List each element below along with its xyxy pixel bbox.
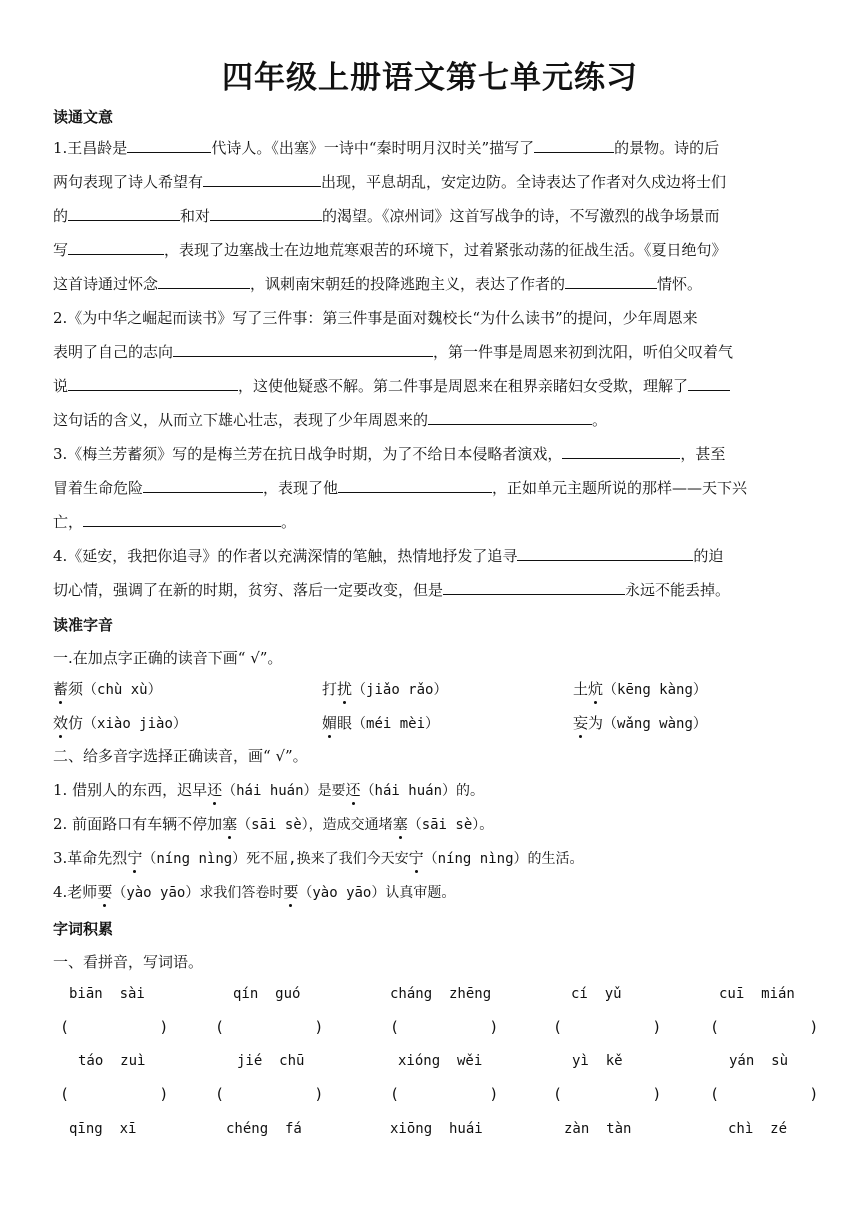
- paragraph-3-line-2: 冒着生命危险 ，表现了他 ，正如单元主题所说的那样——天下兴: [53, 479, 748, 497]
- paragraph-1-line-5: 这首诗通过怀念 ，讽刺南宋朝廷的投降逃跑主义，表达了作者的 情怀。: [53, 275, 703, 293]
- fill-blank[interactable]: [428, 410, 592, 425]
- paragraph-2-line-3: 说 ，这使他疑惑不解。第二件事是周恩来在租界亲睹妇女受欺，理解了: [53, 376, 730, 396]
- paragraph-1-line-3: 的 和对 的渴望。《凉州词》这首写战争的诗，不写激烈的战争场景而: [53, 207, 720, 225]
- fill-blank[interactable]: [534, 138, 614, 153]
- paragraph-4-line-2: 切心情，强调了在新的时期，贫穷、落后一定要改变，但是 永远不能丢掉。: [53, 581, 731, 599]
- paragraph-1-line-2: 两句表现了诗人希望有 出现，平息胡乱，安定边防。全诗表达了作者对久戍边将士们: [53, 173, 727, 191]
- fill-blank[interactable]: [83, 512, 281, 527]
- fill-blank[interactable]: [338, 478, 492, 493]
- pinyin-prompt: jié chū: [237, 1053, 305, 1069]
- pinyin-prompt: xiōng huái: [390, 1121, 483, 1137]
- paragraph-3-line-3: 亡， 。: [53, 513, 297, 531]
- polyphonic-sentence-2[interactable]: 2. 前面路口有车辆不停加塞（sāi sè），造成交通堵塞（sāi sè）。: [53, 815, 494, 833]
- answer-parentheses[interactable]: ( ): [390, 1018, 499, 1036]
- section-heading-reading: 读通文意: [53, 108, 114, 126]
- pinyin-choice-item[interactable]: 效仿（xiào jiào）: [53, 714, 187, 732]
- paragraph-4-line-1: 4.《延安，我把你追寻》的作者以充满深情的笔触，热情地抒发了追寻 的迫: [53, 547, 724, 565]
- fill-blank[interactable]: [68, 206, 180, 221]
- answer-parentheses[interactable]: ( ): [215, 1085, 324, 1103]
- paragraph-2-line-4: 这句话的含义，从而立下雄心壮志，表现了少年周恩来的 。: [53, 411, 608, 429]
- fill-blank[interactable]: [565, 274, 657, 289]
- fill-blank[interactable]: [143, 478, 263, 493]
- pinyin-prompt: cí yǔ: [571, 986, 622, 1002]
- fill-blank[interactable]: [688, 376, 730, 391]
- fill-blank[interactable]: [203, 172, 321, 187]
- polyphonic-sentence-1[interactable]: 1. 借别人的东西，迟早还（hái huán）是要还（hái huán）的。: [53, 781, 484, 799]
- pinyin-prompt: qīng xī: [69, 1121, 137, 1137]
- pinyin-prompt: xióng wěi: [398, 1053, 483, 1069]
- fill-blank[interactable]: [68, 376, 238, 391]
- fill-blank[interactable]: [562, 444, 680, 459]
- answer-parentheses[interactable]: ( ): [710, 1085, 819, 1103]
- fill-blank[interactable]: [517, 546, 693, 561]
- fill-blank[interactable]: [127, 138, 211, 153]
- question-dot-pronunciation: 一.在加点字正确的读音下画“ √”。: [53, 649, 283, 667]
- pinyin-prompt: táo zuì: [78, 1053, 146, 1069]
- pinyin-prompt: cháng zhēng: [390, 986, 492, 1002]
- question-pinyin-to-words: 一、看拼音，写词语。: [53, 953, 204, 971]
- pinyin-choice-item[interactable]: 妄为（wǎng wàng）: [573, 714, 707, 732]
- paragraph-2-line-2: 表明了自己的志向 ，第一件事是周恩来初到沈阳，听伯父叹着气: [53, 343, 734, 361]
- pinyin-choice-item[interactable]: 打扰（jiǎo rǎo）: [322, 680, 448, 698]
- paragraph-1-line-4: 写 ，表现了边塞战士在边地荒寒艰苦的环境下，过着紧张动荡的征战生活。《夏日绝句》: [53, 241, 727, 259]
- fill-blank[interactable]: [173, 342, 433, 357]
- answer-parentheses[interactable]: ( ): [60, 1018, 169, 1036]
- section-heading-pronunciation: 读准字音: [53, 616, 114, 634]
- polyphonic-sentence-3[interactable]: 3.革命先烈宁（níng nìng）死不屈,换来了我们今天安宁（níng nìng）的生活。: [53, 849, 584, 867]
- pinyin-choice-item[interactable]: 土炕（kēng kàng）: [573, 680, 707, 698]
- answer-parentheses[interactable]: ( ): [553, 1018, 662, 1036]
- polyphonic-sentence-4[interactable]: 4.老师要（yào yāo）求我们答卷时要（yào yāo）认真审题。: [53, 883, 456, 901]
- pinyin-choice-item[interactable]: 媚眼（méi mèi）: [322, 714, 440, 732]
- pinyin-prompt: yì kě: [572, 1053, 623, 1069]
- paragraph-2-line-1: 2.《为中华之崛起而读书》写了三件事：第三件事是面对魏校长“为什么读书”的提问，少年周恩来: [53, 309, 698, 327]
- fill-blank[interactable]: [158, 274, 250, 289]
- question-polyphonic: 二、给多音字选择正确读音，画“ √”。: [53, 747, 308, 765]
- pinyin-prompt: chéng fá: [226, 1121, 302, 1137]
- pinyin-prompt: biān sài: [69, 986, 145, 1002]
- section-heading-vocabulary: 字词积累: [53, 920, 114, 938]
- fill-blank[interactable]: [443, 580, 625, 595]
- answer-parentheses[interactable]: ( ): [553, 1085, 662, 1103]
- fill-blank[interactable]: [210, 206, 322, 221]
- pinyin-prompt: qín guó: [233, 986, 301, 1002]
- paragraph-1-line-1: 1.王昌龄是 代诗人。《出塞》一诗中“秦时明月汉时关”描写了 的景物。诗的后: [53, 139, 720, 157]
- answer-parentheses[interactable]: ( ): [215, 1018, 324, 1036]
- pinyin-prompt: yán sù: [729, 1053, 789, 1069]
- pinyin-prompt: zàn tàn: [564, 1121, 632, 1137]
- answer-parentheses[interactable]: ( ): [390, 1085, 499, 1103]
- paragraph-3-line-1: 3.《梅兰芳蓄须》写的是梅兰芳在抗日战争时期，为了不给日本侵略者演戏， ，甚至: [53, 445, 726, 463]
- fill-blank[interactable]: [68, 240, 164, 255]
- pinyin-prompt: cuī mián: [719, 986, 795, 1002]
- page-title: 四年级上册语文第七单元练习: [222, 60, 638, 96]
- answer-parentheses[interactable]: ( ): [710, 1018, 819, 1036]
- pinyin-choice-item[interactable]: 蓄须（chù xù）: [53, 680, 162, 698]
- pinyin-prompt: chì zé: [728, 1121, 788, 1137]
- answer-parentheses[interactable]: ( ): [60, 1085, 169, 1103]
